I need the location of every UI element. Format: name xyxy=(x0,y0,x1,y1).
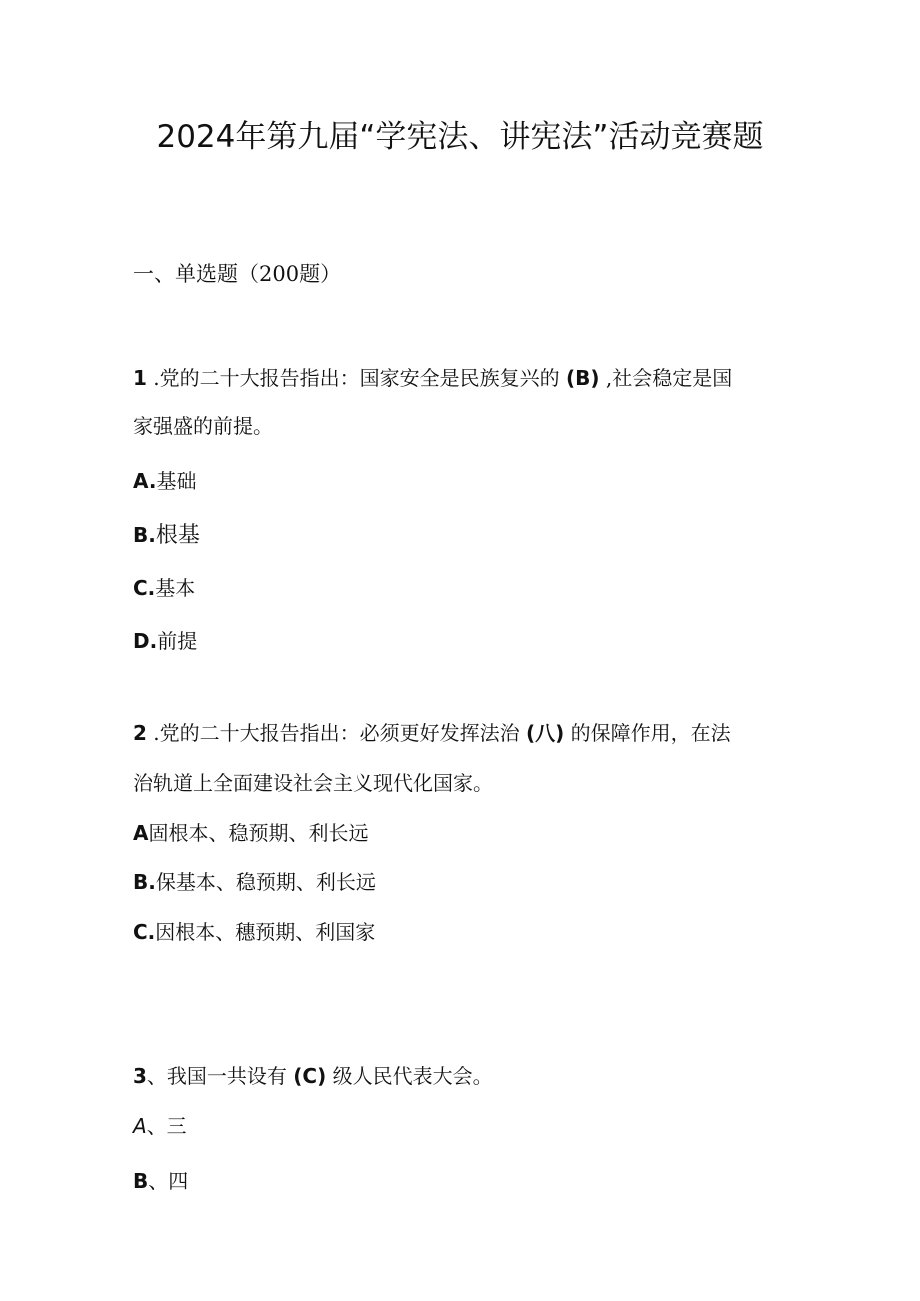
option-text: 基本 xyxy=(155,576,196,600)
option-text: 、四 xyxy=(148,1169,189,1193)
option-text: 因根本、穗预期、利国家 xyxy=(155,920,376,944)
question-number: 1 xyxy=(133,366,147,390)
question-text: .党的二十大报告指出：必须更好发挥法治 xyxy=(153,721,520,745)
question-number: 3 xyxy=(133,1064,147,1088)
question-2-line-2: 治轨道上全面建设社会主义现代化国家。 xyxy=(133,771,493,795)
answer-mark: (C) xyxy=(293,1064,327,1088)
option-letter: C. xyxy=(133,920,156,944)
option-letter: B xyxy=(133,1169,149,1193)
option-text: 保基本、稳预期、利长远 xyxy=(155,870,376,894)
option-c xyxy=(133,572,195,601)
option-letter: B. xyxy=(133,870,156,894)
option-text: 基础 xyxy=(156,469,197,493)
option-text: 固根本、稳预期、利长远 xyxy=(148,821,369,845)
option-b xyxy=(133,866,376,895)
question-3-line-1 xyxy=(133,1060,493,1089)
question-1-line-2: 家强盛的前提。 xyxy=(133,414,273,438)
document-title: 2024年第九届“学宪法、讲宪法”活动竞赛题 xyxy=(156,119,764,155)
option-letter: B. xyxy=(133,523,156,547)
option-letter: A. xyxy=(133,469,157,493)
question-text: .党的二十大报告指出：国家安全是民族复兴的 xyxy=(153,366,560,390)
question-1-line-1 xyxy=(133,362,732,391)
option-letter: A xyxy=(133,821,149,845)
option-text: 根基 xyxy=(155,523,200,548)
option-d xyxy=(133,625,197,654)
question-text: 的保障作用，在法 xyxy=(570,721,731,745)
option-letter: D. xyxy=(133,629,158,653)
option-letter: C. xyxy=(133,576,156,600)
option-text: 前提 xyxy=(157,629,198,653)
option-b xyxy=(133,518,200,549)
question-2-line-1 xyxy=(133,717,731,746)
section-heading: 一、单选题（200题） xyxy=(133,262,342,286)
option-a xyxy=(133,465,196,494)
answer-mark: (B) xyxy=(566,366,600,390)
option-text: 、三 xyxy=(146,1114,187,1138)
option-a xyxy=(133,817,368,846)
question-text: 、我国一共设有 xyxy=(146,1064,287,1088)
option-letter: A xyxy=(133,1114,147,1138)
answer-mark: (八) xyxy=(526,721,565,745)
question-text: 级人民代表大会。 xyxy=(332,1064,493,1088)
question-text: ,社会稳定是国 xyxy=(605,366,733,390)
question-number: 2 xyxy=(133,721,147,745)
option-c xyxy=(133,916,375,945)
option-a xyxy=(133,1110,187,1139)
option-b xyxy=(133,1165,188,1194)
